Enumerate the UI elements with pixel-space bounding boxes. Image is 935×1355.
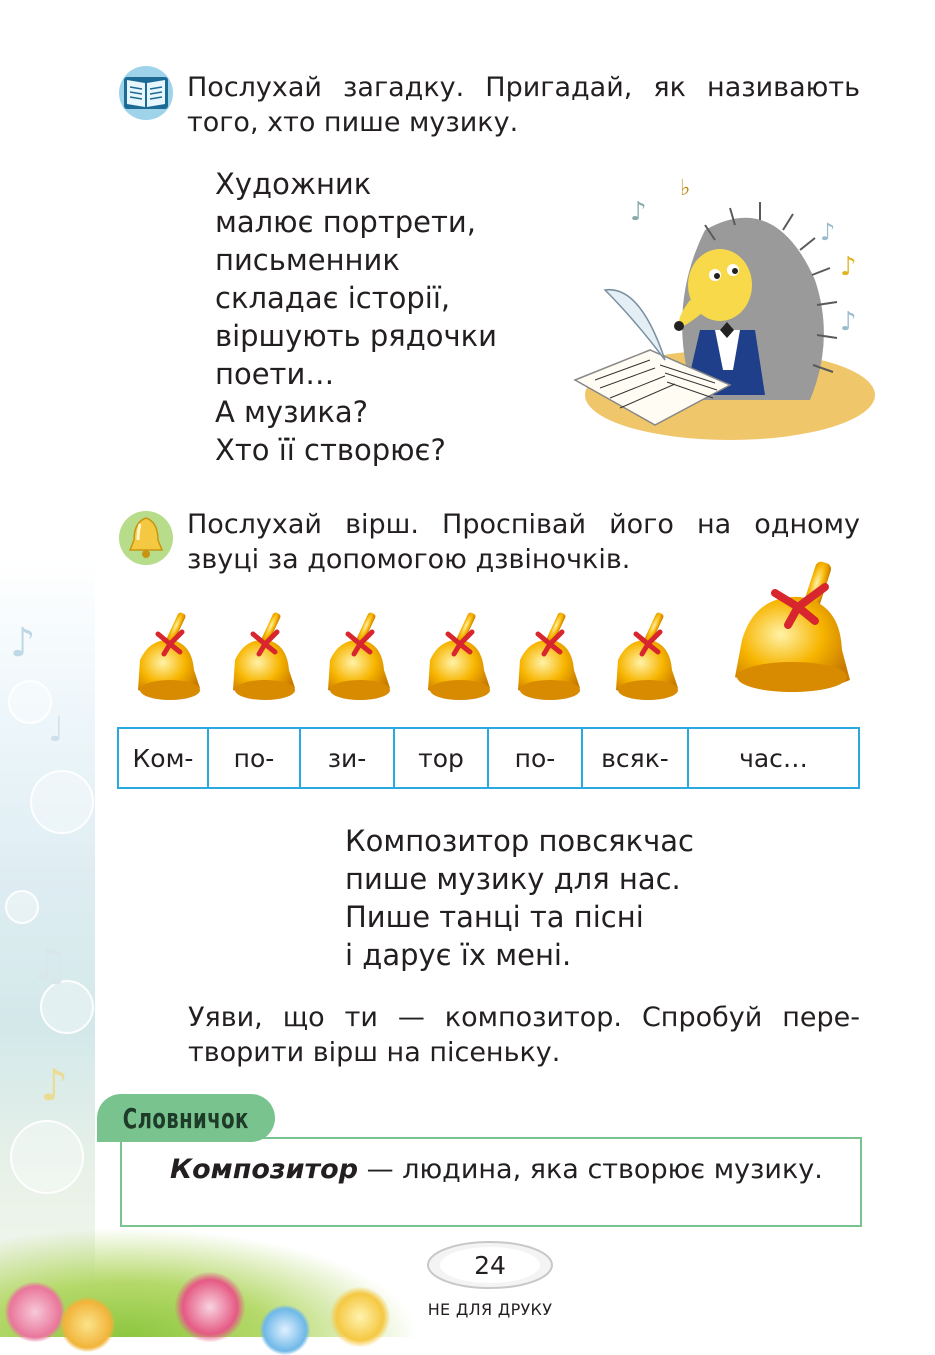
poem-line: Пише танці та пісні: [345, 900, 644, 934]
syllable-cell: тор: [394, 728, 488, 788]
poem-line: Композитор повсякчас: [345, 824, 694, 858]
vocabulary-tab: [97, 1094, 275, 1142]
svg-text:♪: ♪: [630, 197, 647, 227]
poem-text: [345, 822, 694, 974]
vocabulary-tab-label: Словничок: [123, 1101, 249, 1135]
riddle-line: А музика?: [215, 395, 369, 429]
imagine-line: Уяви, що ти — композитор. Спробуй пере-: [188, 1002, 860, 1033]
svg-text:♪: ♪: [840, 307, 857, 337]
syllable-cell: по-: [488, 728, 582, 788]
bells-row: [120, 555, 870, 705]
syllable-cell: час…: [688, 728, 859, 788]
vocabulary-term: Композитор: [170, 1154, 359, 1185]
vocabulary-box: [120, 1137, 862, 1227]
syllable-cell: по-: [208, 728, 300, 788]
imagine-line: творити вірш на пісеньку.: [188, 1037, 561, 1068]
imagine-instruction: [188, 1000, 860, 1070]
poem-line: і дарує їх мені.: [345, 938, 572, 972]
svg-text:♭: ♭: [680, 176, 691, 201]
syllables-table: [117, 727, 860, 789]
sing-instruction: Послухай вірш. Проспівай його на одному звуці за допомогою дзвіночків.: [187, 509, 860, 575]
listen-instruction: Послухай загадку. Пригадай, як називають того, хто пише музику.: [187, 72, 860, 138]
syllable-cell: Ком-: [118, 728, 208, 788]
syllable-cell: всяк-: [582, 728, 688, 788]
footer-text: НЕ ДЛЯ ДРУКУ: [427, 1300, 553, 1319]
poem-line: пише музику для нас.: [345, 862, 681, 896]
page-number: 24: [474, 1250, 506, 1280]
riddle-line: малює портрети,: [215, 205, 476, 239]
riddle-line: поети…: [215, 357, 335, 391]
riddle-line: письменник: [215, 243, 400, 277]
svg-text:♪: ♪: [820, 218, 836, 246]
syllable-cell: зи-: [300, 728, 394, 788]
side-decoration: ♪ ♩ ♫ ♪: [0, 560, 95, 1337]
riddle-line: віршують рядочки: [215, 319, 498, 353]
book-icon: [118, 65, 174, 121]
vocabulary-meaning: — людина, яка створює музику.: [358, 1154, 823, 1185]
hedgehog-composer-illustration: [555, 170, 875, 480]
riddle-line: Художник: [215, 167, 372, 201]
riddle-line: складає історії,: [215, 281, 451, 315]
riddle-line: Хто її створює?: [215, 433, 446, 467]
vocabulary-definition: [170, 1153, 854, 1187]
svg-text:♪: ♪: [840, 252, 857, 282]
page-number-badge: [425, 1240, 555, 1290]
bottom-flower-decoration: [0, 1227, 420, 1337]
riddle-text: [215, 165, 497, 469]
